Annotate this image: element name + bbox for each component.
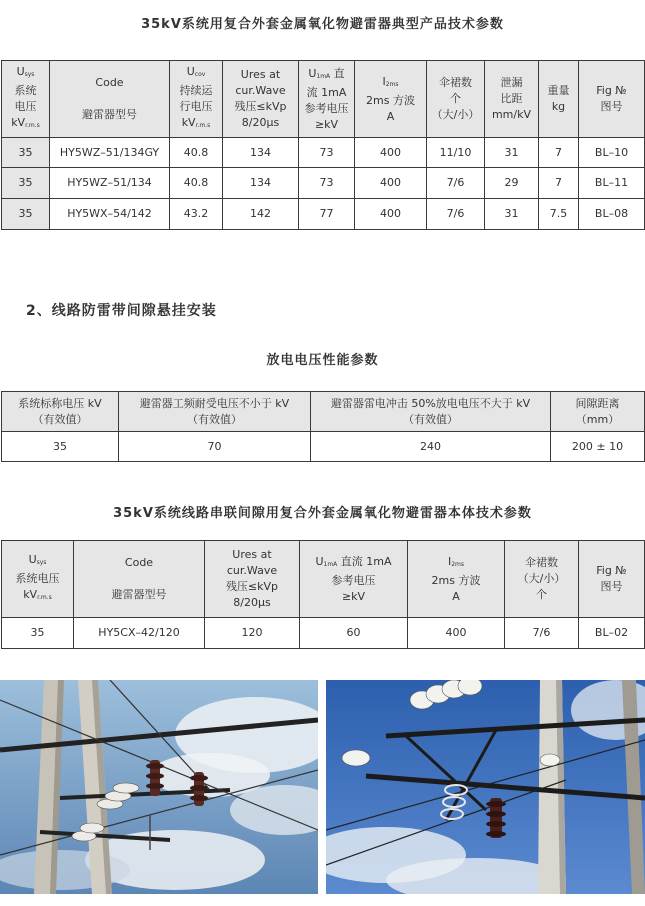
arrester-photo-right: [326, 680, 645, 894]
pole-photo-illustration: [326, 680, 645, 894]
table-cell: 7: [539, 168, 579, 199]
table-cell: 7.5: [539, 199, 579, 230]
table-row: [2, 199, 645, 230]
table-cell: 7: [539, 138, 579, 168]
table3-header-row: [2, 541, 645, 618]
table-cell: HY5WZ–51/134GY: [50, 138, 170, 168]
table-cell: 31: [485, 199, 539, 230]
table-cell: 35: [2, 168, 50, 199]
arrester-photo-left: [0, 680, 318, 894]
table-cell: 43.2: [170, 199, 223, 230]
header-sheds: 伞裙数 个 （大/小）: [427, 61, 485, 138]
table-cell: 35: [2, 138, 50, 168]
header-u1ma: U1mA 直流 1mA 参考电压 ≥kV: [300, 541, 408, 618]
section-heading: 2、线路防雷带间隙悬挂安装: [26, 303, 217, 319]
product-params-table: [1, 60, 645, 230]
table-cell: 35: [2, 199, 50, 230]
table-cell: 7/6: [427, 199, 485, 230]
header-i2ms: I2ms 2ms 方波 A: [355, 61, 427, 138]
header-code: Code 避雷器型号: [74, 541, 205, 618]
table-row: [2, 618, 645, 649]
table-cell: 400: [355, 138, 427, 168]
table-cell: 73: [299, 168, 355, 199]
table-row: [2, 138, 645, 168]
table-row: [2, 168, 645, 199]
table-cell: 35: [2, 432, 119, 462]
header-weight: 重量 kg: [539, 61, 579, 138]
table-cell: HY5CX–42/120: [74, 618, 205, 649]
header-fig: Fig № 图号: [579, 61, 645, 138]
table-cell: 400: [408, 618, 505, 649]
table-cell: BL–11: [579, 168, 645, 199]
table2-header-row: [2, 392, 645, 432]
table-cell: 200 ± 10: [551, 432, 645, 462]
table-cell: 142: [223, 199, 299, 230]
header-sheds: 伞裙数 （大/小） 个: [505, 541, 579, 618]
table-cell: 70: [119, 432, 311, 462]
table1-title: 35kV系统用复合外套金属氧化物避雷器典型产品技术参数: [141, 17, 504, 32]
table-cell: 240: [311, 432, 551, 462]
table3-title: 35kV系统线路串联间隙用复合外套金属氧化物避雷器本体技术参数: [113, 506, 532, 521]
table-row: [2, 432, 645, 462]
table-cell: 11/10: [427, 138, 485, 168]
header-impulse-discharge: 避雷器雷电冲击 50%放电电压不大于 kV （有效值）: [311, 392, 551, 432]
header-i2ms: I2ms 2ms 方波 A: [408, 541, 505, 618]
table2-title: 放电电压性能参数: [266, 353, 379, 368]
table-cell: 29: [485, 168, 539, 199]
header-code: Code 避雷器型号: [50, 61, 170, 138]
table-cell: 40.8: [170, 138, 223, 168]
header-creepage: 泄漏 比距 mm/kV: [485, 61, 539, 138]
table1-header-row: [2, 61, 645, 138]
table-cell: 7/6: [427, 168, 485, 199]
table-cell: 7/6: [505, 618, 579, 649]
header-u1ma: U1mA 直 流 1mA 参考电压 ≥kV: [299, 61, 355, 138]
table-cell: HY5WZ–51/134: [50, 168, 170, 199]
table-cell: HY5WX–54/142: [50, 199, 170, 230]
table-cell: 40.8: [170, 168, 223, 199]
table-cell: 134: [223, 168, 299, 199]
header-power-freq-withstand: 避雷器工频耐受电压不小于 kV （有效值）: [119, 392, 311, 432]
header-fig: Fig № 图号: [579, 541, 645, 618]
header-nominal-voltage: 系统标称电压 kV （有效值）: [2, 392, 119, 432]
header-ures: Ures at cur.Wave 残压≤kVp 8/20μs: [205, 541, 300, 618]
table-cell: 77: [299, 199, 355, 230]
header-usys: Usys 系统 电压 kVr.m.s: [2, 61, 50, 138]
header-usys: Usys 系统电压 kVr.m.s: [2, 541, 74, 618]
table-cell: 400: [355, 168, 427, 199]
header-ucov: Ucov 持续运 行电压 kVr.m.s: [170, 61, 223, 138]
table-cell: 73: [299, 138, 355, 168]
discharge-voltage-table: [1, 391, 645, 462]
pole-photo-illustration: [0, 680, 318, 894]
table-cell: BL–10: [579, 138, 645, 168]
table-cell: BL–02: [579, 618, 645, 649]
table-cell: 134: [223, 138, 299, 168]
header-ures: Ures at cur.Wave 残压≤kVp 8/20μs: [223, 61, 299, 138]
table-cell: BL–08: [579, 199, 645, 230]
table-cell: 31: [485, 138, 539, 168]
table-cell: 35: [2, 618, 74, 649]
table-cell: 60: [300, 618, 408, 649]
header-gap-distance: 间隙距离 （mm）: [551, 392, 645, 432]
table-cell: 400: [355, 199, 427, 230]
table-cell: 120: [205, 618, 300, 649]
gap-arrester-params-table: [1, 540, 645, 649]
